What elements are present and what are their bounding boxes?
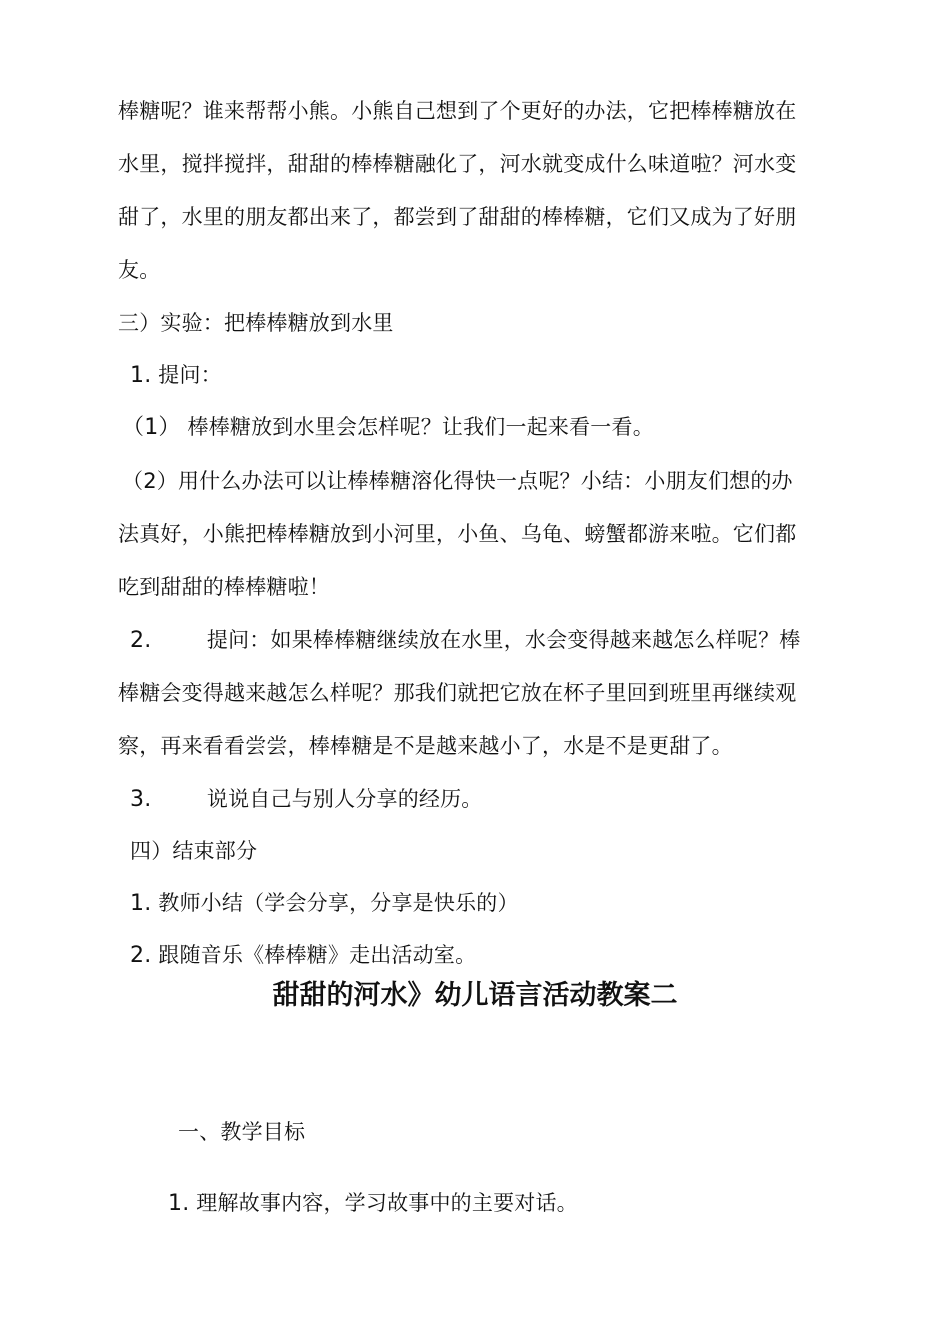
section-four-heading: 四）结束部分 (130, 839, 258, 863)
sub-item-number: （1） (122, 415, 181, 440)
story-line: 甜了，水里的朋友都出来了，都尝到了甜甜的棒棒糖，它们又成为了好朋 (118, 205, 797, 229)
sub-item (122, 412, 654, 443)
sub-item-text: 棒棒糖放到水里会怎样呢？让我们一起来看一看。 (187, 415, 654, 439)
lesson-plan-title: 甜甜的河水》幼儿语言活动教案二 (272, 980, 678, 1011)
item-text: 提问： (158, 363, 222, 387)
item-number: 1. (168, 1191, 190, 1216)
item-text: 教师小结（学会分享，分享是快乐的） (158, 891, 519, 915)
list-item (130, 940, 476, 971)
item-number: 1. (130, 891, 152, 916)
story-line: 友。 (118, 258, 161, 282)
item-number: 2. (130, 628, 152, 653)
list-item (168, 1188, 578, 1219)
item-text: 理解故事内容，学习故事中的主要对话。 (196, 1191, 578, 1215)
list-item (130, 888, 519, 919)
item-text: 提问：如果棒棒糖继续放在水里，水会变得越来越怎么样呢？棒 (206, 628, 801, 652)
item-number: 2. (130, 943, 152, 968)
sub-item-line: （2）用什么办法可以让棒棒糖溶化得快一点呢？小结：小朋友们想的办 (122, 469, 793, 493)
sub-item-line: 吃到甜甜的棒棒糖啦！ (118, 575, 330, 599)
list-item (130, 625, 801, 656)
item-number: 3. (130, 787, 152, 812)
section-three-heading: 三）实验：把棒棒糖放到水里 (118, 311, 394, 335)
list-item (130, 784, 483, 815)
sub-item-line: 法真好，小熊把棒棒糖放到小河里，小鱼、乌龟、螃蟹都游来啦。它们都 (118, 522, 797, 546)
item-text-line: 棒糖会变得越来越怎么样呢？那我们就把它放在杯子里回到班里再继续观 (118, 681, 797, 705)
story-line: 棒糖呢？谁来帮帮小熊。小熊自己想到了个更好的办法，它把棒棒糖放在 (118, 99, 797, 123)
list-item (130, 360, 222, 391)
item-text: 跟随音乐《棒棒糖》走出活动室。 (158, 943, 477, 967)
goal-heading: 一、教学目标 (178, 1120, 306, 1144)
story-line: 水里，搅拌搅拌，甜甜的棒棒糖融化了，河水就变成什么味道啦？河水变 (118, 152, 797, 176)
item-number: 1. (130, 363, 152, 388)
item-text-line: 察，再来看看尝尝，棒棒糖是不是越来越小了，水是不是更甜了。 (118, 734, 733, 758)
item-text: 说说自己与别人分享的经历。 (206, 787, 483, 811)
